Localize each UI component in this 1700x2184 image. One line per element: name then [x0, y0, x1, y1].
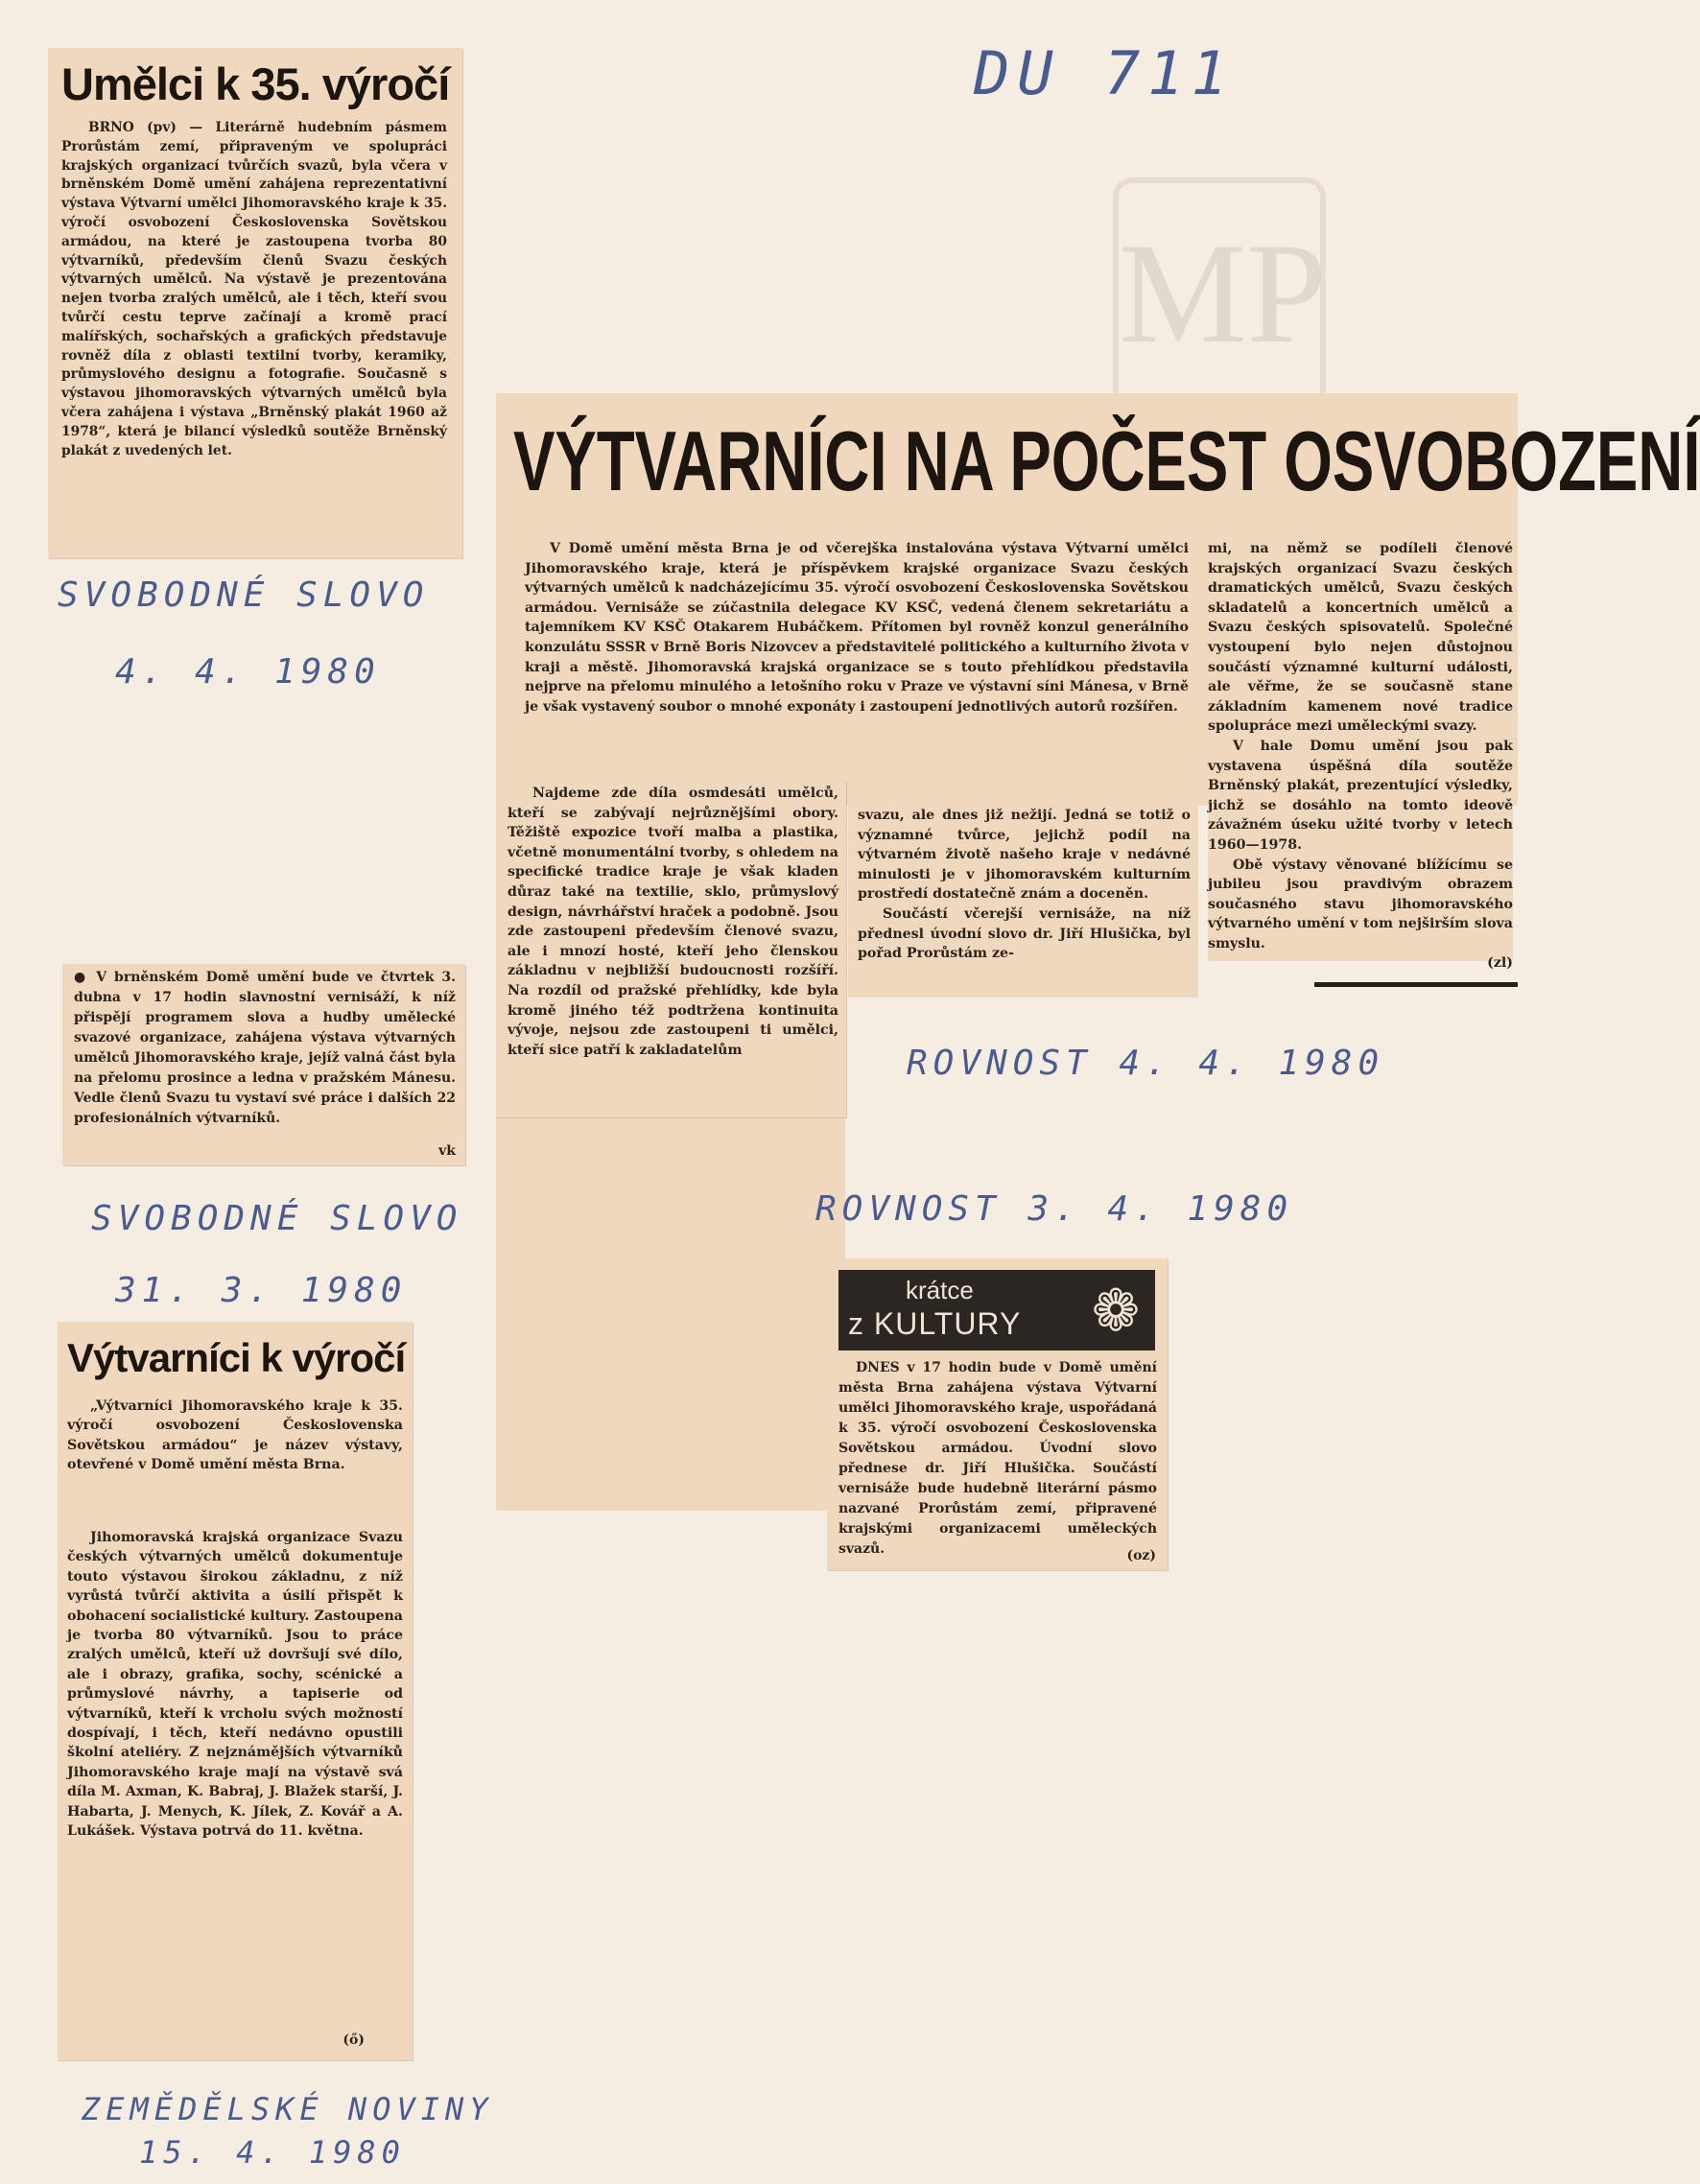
clipping-headline: Výtvarníci k výročí: [67, 1335, 406, 1380]
clipping-umelci-k-vyroci: [48, 48, 462, 558]
clipping-signature: (oz): [1126, 1547, 1156, 1563]
clipping-p1: „Výtvarníci Jihomoravského kraje k 35. výročí osvobození Československa Sovětskou armádou“ je název výstavy, otevřené v Domě umění města Brna.: [67, 1398, 403, 1473]
date-label: 15. 4. 1980: [139, 2134, 406, 2171]
notice-text: ● V brněnském Domě umění bude ve čtvrtek 3. dubna v 17 hodin slavnostní vernisáží, k níž přispějí programem slova a hudby umělecké svazové organizace, zahájena výstava výtvarných umělců Jihomoravského kraje, jejíž valná část byla na přelomu prosince a ledna v pražském Mánesu. Vedle členů Svazu tu vystaví své práce i dalších 22 profesionálních výtvarníků.: [74, 970, 456, 1126]
column-mid-p2: Součástí včerejší vernisáže, na níž přednesl úvodní slovo dr. Jiří Hlušička, byl pořad Prorůstám ze-: [858, 905, 1191, 962]
date-label: 31. 3. 1980: [115, 1271, 408, 1310]
clipping-kratce-z-kultury: [827, 1258, 1168, 1570]
source-label: ROVNOST 3. 4. 1980: [815, 1189, 1294, 1229]
clipping-signature: (ő): [342, 2031, 365, 2048]
clipping-signature: (zl): [1487, 955, 1513, 972]
watermark-text: MP: [1119, 214, 1327, 373]
column-right-p3: Obě výstavy věnované blížícímu se jubileu jsou pravdivým obrazem současného stavu jihomoravského výtvarného umění v tom nejširším slova smyslu.: [1208, 857, 1513, 951]
clipping-p2: Jihomoravská krajská organizace Svazu českých výtvarných umělců dokumentuje touto výstavou širokou základnu, z níž vyrůstá tvůrčí aktivita a úsilí přispět k obohacení socialistické kultury. Zastoupena je tvorba 80 výtvarníků. Jsou to práce zralých umělců, kteří už dovršují své dílo, ale i obrazy, grafika, sochy, scénické a průmyslové návrhy, a tapiserie od výtvarníků, kteří k vrcholu svých možností dospívají, i těch, kteří nedávno opustili školní ateliéry. Z nejznámějších výtvarníků Jihomoravského kraje mají na výstavě svá díla M. Axman, K. Babraj, J. Blažek starší, J. Habarta, J. Menych, K. Jílek, Z. Kovář a A. Lukášek. Výstava potrvá do 11. května.: [67, 1530, 403, 1840]
source-label: SVOBODNÉ SLOVO: [58, 575, 430, 615]
clipping-headline: Umělci k 35. výročí: [61, 59, 450, 109]
clipping-underline: [1314, 982, 1518, 987]
kicker-small: krátce: [906, 1276, 974, 1304]
clipping-body: BRNO (pv) — Literárně hudebním pásmem Prorůstám zemí, připraveným ve spolupráci krajských organizací tvůrčích svazů, byla včera v brněnském Domě umění zahájena reprezentativní výstava Výtvarní umělci Jihomoravského kraje k 35. výročí osvobození Československa Sovětskou armádou, na které je zastoupena tvorba 80 výtvarníků, především členů Svazu českých výtvarných umělců. Na výstavě je prezentována nejen tvorba zralých umělců, ale i těch, kteří svou tvůrčí cestu teprve začínají a kromě prací malířských, sochařských a grafických představuje rovněž díla z oblasti textilní tvorby, keramiky, průmyslového designu a fotografie. Současně s výstavou jihomoravských výtvarných umělců byla včera zahájena i výstava „Brněnský plakát 1960 až 1978“, která je bilancí výsledků soutěže Brněnský plakát z uvedených let.: [61, 120, 447, 458]
catalog-mark: DU 711: [974, 38, 1235, 108]
clipping-lead: V Domě umění města Brna je od včerejška instalována výstava Výtvarní umělci Jihomoravského kraje, která je příspěvkem krajské organizace Svazu českých výtvarných umělců k nadcházejícímu 35. výročí osvobození Československa Sovětskou armádou. Vernisáže se zúčastnila delegace KV KSČ, vedená členem sekretariátu a tajemníkem KV KSČ Otakarem Hubáčkem. Přítomen byl rovněž konzul generálního konzulátu SSSR v Brně Boris Nizovcev a představitelé politického a kulturního života v kraji a městě. Jihomoravská krajská organizace se s touto přehlídkou představila nejprve na přelomu minulého a letošního roku v Praze ve výstavní síni Mánesa, v Brně je však vystavený soubor o mnohé exponáty i zastoupení jednotlivých autorů rozšířen.: [525, 541, 1189, 715]
source-label: SVOBODNÉ SLOVO: [91, 1199, 463, 1238]
clipping-headline: VÝTVARNÍCI NA POČEST OSVOBOZENÍ: [513, 413, 1700, 508]
kicker-big: z KULTURY: [848, 1306, 1022, 1341]
kicker-box: [838, 1270, 1155, 1350]
watermark-stamp: [1113, 177, 1326, 419]
clipping-headline-box: [496, 393, 1700, 528]
source-label: ZEMĚDĚLSKÉ NOVINY: [82, 2091, 494, 2127]
column-right-p2: V hale Domu umění jsou pak vystavena úspěšná díla soutěže Brněnský plakát, prezentující výsledky, jichž se dosáhlo na tomto ideově závažném úseku užité tvorby v letech 1960—1978.: [1208, 738, 1513, 853]
clipping-column-right: [1208, 539, 1513, 972]
column-mid-p1: svazu, ale dnes již nežijí. Jedná se totiž o významné tvůrce, jejichž podíl na výtvarném životě našeho kraje v nedávné minulosti je v jihomoravském kulturním prostředí dostatečně znám a doceněn.: [858, 808, 1191, 903]
notice-signature: vk: [438, 1142, 456, 1159]
clipping-short-notice: [62, 964, 465, 1165]
column-left-text: Najdeme zde díla osmdesáti umělců, kteří se zabývají nejrůznějšími obory. Těžiště expozice tvoří malba a plastika, včetně monumentální tvorby, s ohledem na specifické tradice kraje je však kladen důraz také na textilie, sklo, průmyslový design, návrhářství hraček a podobně. Jsou zde zastoupeni především členové svazu, ale i mnozí hosté, kteří jeho členskou základnu v nejbližší budoucnosti rozšíří. Na rozdíl od pražské přehlídky, kde byla kromě jiného též podtržena kontinuita vývoje, nejsou zde zastoupeni ti umělci, kteří sice patří k zakladatelům: [508, 786, 838, 1058]
source-label: ROVNOST 4. 4. 1980: [907, 1044, 1385, 1083]
column-right-p1: mi, na němž se podíleli členové krajských organizací Svazu českých dramatických umělců, Svazu českých skladatelů a koncertních umělců a Svazu českých spisovatelů. Společné vystoupení bylo nejen důstojnou součástí významné kulturní události, ale věřme, že se současně stane základním kamenem nové tradice spolupráce mezi uměleckými svazy.: [1208, 541, 1513, 735]
flower-icon: ❁: [1091, 1278, 1141, 1345]
date-label: 4. 4. 1980: [115, 652, 381, 692]
clipping-column-left: [496, 782, 846, 1117]
clipping-vytvarnici-k-vyroci: [58, 1322, 413, 2060]
clipping-body: DNES v 17 hodin bude v Domě umění města Brna zahájena výstava Výtvarní umělci Jihomoravského kraje, uspořádaná k 35. výročí osvobození Československa Sovětskou armádou. Úvodní slovo přednese dr. Jiří Hlušička. Součástí vernisáže bude hudebně literární pásmo nazvané Prorůstám zemí, připravené krajskými organizacemi uměleckých svazů.: [838, 1360, 1157, 1557]
clipping-column-mid: [848, 806, 1198, 998]
